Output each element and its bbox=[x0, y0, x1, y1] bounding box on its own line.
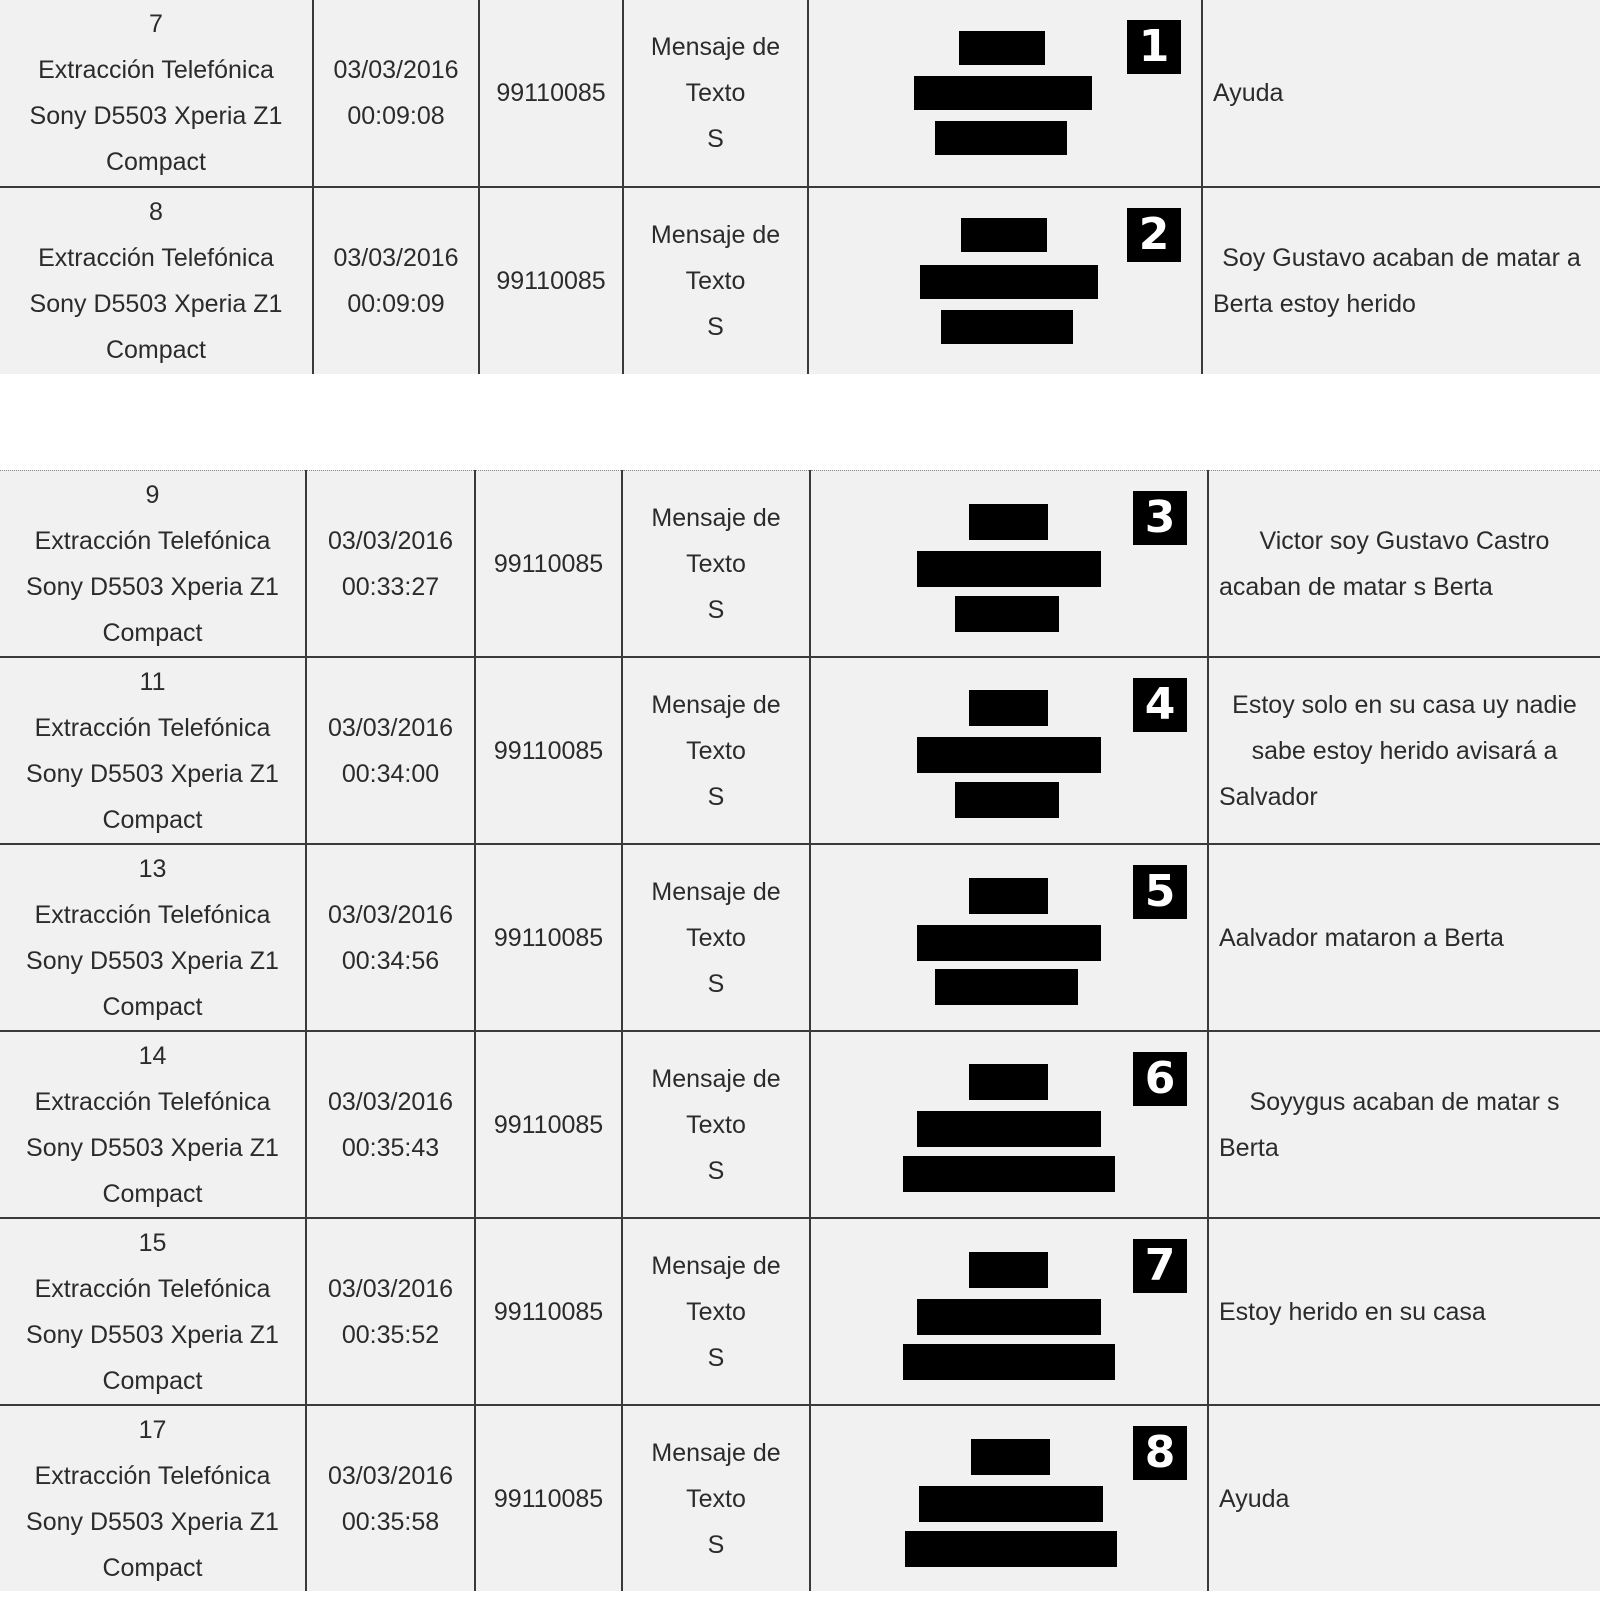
type-line-2: Texto bbox=[686, 736, 746, 765]
type-line-2: Texto bbox=[685, 267, 746, 295]
record-device: Sony D5503 Xperia Z1 bbox=[26, 946, 279, 975]
record-model: Compact bbox=[105, 336, 207, 364]
redaction-bar bbox=[917, 737, 1101, 773]
record-date: 03/03/2016 bbox=[327, 526, 454, 555]
redaction-bar bbox=[941, 310, 1073, 344]
record-cell bbox=[0, 187, 313, 374]
datetime-cell bbox=[306, 471, 475, 658]
table-row bbox=[0, 0, 1600, 187]
record-date: 03/03/2016 bbox=[327, 900, 454, 929]
table-row bbox=[0, 657, 1600, 844]
type-line-1: Mensaje de bbox=[651, 1064, 781, 1093]
record-model: Compact bbox=[102, 1366, 203, 1395]
redacted-cell bbox=[810, 844, 1208, 1031]
redaction-bar bbox=[914, 76, 1092, 110]
record-cell bbox=[0, 1405, 306, 1591]
number-badge: 2 bbox=[1127, 208, 1181, 262]
type-cell bbox=[622, 1405, 810, 1591]
redaction-bar bbox=[955, 596, 1059, 632]
message-cell: Ayuda bbox=[1219, 1484, 1290, 1513]
redacted-cell bbox=[810, 657, 1208, 844]
type-line-3: S bbox=[707, 1156, 725, 1185]
redaction-bar bbox=[917, 925, 1101, 961]
redacted-cell bbox=[810, 1405, 1208, 1591]
phone-number-cell: 99110085 bbox=[475, 1031, 622, 1218]
redaction-bar bbox=[935, 121, 1067, 155]
phone-number-cell: 99110085 bbox=[475, 1218, 622, 1405]
record-number: 7 bbox=[149, 10, 163, 38]
table-row bbox=[0, 1031, 1600, 1218]
message-cell: Ayuda bbox=[1202, 0, 1600, 187]
record-time: 00:33:27 bbox=[341, 572, 440, 601]
number-badge: 6 bbox=[1133, 1052, 1187, 1106]
type-line-3: S bbox=[707, 1530, 725, 1559]
phone-number-cell: 99110085 bbox=[475, 657, 622, 844]
record-source: Extracción Telefónica bbox=[34, 900, 271, 929]
datetime-cell bbox=[313, 187, 479, 374]
redaction-bar bbox=[969, 504, 1048, 540]
type-line-3: S bbox=[707, 1343, 725, 1372]
record-time: 00:34:00 bbox=[341, 759, 440, 788]
type-line-3: S bbox=[707, 125, 724, 153]
type-cell bbox=[623, 0, 808, 187]
type-cell bbox=[622, 1031, 810, 1218]
record-source: Extracción Telefónica bbox=[34, 526, 271, 555]
redaction-bar bbox=[969, 1064, 1048, 1100]
type-cell bbox=[623, 187, 808, 374]
record-cell bbox=[0, 844, 306, 1031]
record-model: Compact bbox=[102, 805, 203, 834]
message-cell: Estoy solo en su casa uy nadie sabe estoy herido avisará a Salvador bbox=[1208, 657, 1600, 844]
table-row bbox=[0, 1218, 1600, 1405]
redacted-cell bbox=[810, 1031, 1208, 1218]
redaction-bar bbox=[920, 265, 1098, 299]
type-line-2: Texto bbox=[686, 1297, 746, 1326]
record-model: Compact bbox=[102, 618, 203, 647]
number-badge: 1 bbox=[1127, 20, 1181, 74]
redacted-cell bbox=[808, 0, 1202, 187]
type-line-1: Mensaje de bbox=[651, 690, 781, 719]
record-model: Compact bbox=[105, 148, 207, 176]
record-time: 00:09:08 bbox=[347, 102, 445, 130]
record-time: 00:34:56 bbox=[341, 946, 440, 975]
type-line-2: Texto bbox=[686, 1110, 746, 1139]
redaction-bar bbox=[917, 1299, 1101, 1335]
record-date: 03/03/2016 bbox=[327, 1461, 454, 1490]
redaction-bar bbox=[917, 1111, 1101, 1147]
message-cell: Estoy herido en su casa bbox=[1208, 1218, 1600, 1405]
number-badge: 8 bbox=[1133, 1426, 1187, 1480]
record-device: Sony D5503 Xperia Z1 bbox=[26, 1133, 279, 1162]
datetime-cell bbox=[306, 1031, 475, 1218]
message-table-bottom bbox=[0, 470, 1600, 1591]
record-date: 03/03/2016 bbox=[327, 1087, 454, 1116]
message-cell: Victor soy Gustavo Castro acaban de matar s Berta bbox=[1208, 471, 1600, 658]
type-line-3: S bbox=[707, 969, 725, 998]
type-line-2: Texto bbox=[685, 79, 746, 107]
record-device: Sony D5503 Xperia Z1 bbox=[26, 1320, 279, 1349]
type-cell bbox=[622, 1218, 810, 1405]
record-cell bbox=[0, 657, 306, 844]
record-time: 00:35:52 bbox=[341, 1320, 440, 1349]
redacted-cell bbox=[810, 471, 1208, 658]
type-line-2: Texto bbox=[686, 549, 746, 578]
datetime-cell bbox=[306, 657, 475, 844]
record-date: 03/03/2016 bbox=[333, 244, 459, 272]
datetime-cell bbox=[313, 0, 479, 187]
type-line-2: Texto bbox=[686, 923, 746, 952]
record-number: 8 bbox=[149, 198, 163, 226]
record-time: 00:35:43 bbox=[341, 1133, 440, 1162]
type-line-1: Mensaje de bbox=[651, 1251, 781, 1280]
type-line-2: Texto bbox=[686, 1484, 746, 1513]
number-badge: 5 bbox=[1133, 865, 1187, 919]
datetime-cell bbox=[306, 1405, 475, 1591]
type-line-1: Mensaje de bbox=[651, 1438, 781, 1467]
record-model: Compact bbox=[102, 1179, 203, 1208]
record-source: Extracción Telefónica bbox=[34, 1087, 271, 1116]
record-device: Sony D5503 Xperia Z1 bbox=[29, 102, 283, 130]
record-model: Compact bbox=[102, 992, 203, 1021]
redaction-bar bbox=[955, 782, 1059, 818]
redaction-bar bbox=[905, 1531, 1117, 1567]
type-line-1: Mensaje de bbox=[651, 503, 781, 532]
datetime-cell bbox=[306, 844, 475, 1031]
type-cell bbox=[622, 844, 810, 1031]
record-number: 17 bbox=[138, 1415, 167, 1444]
redaction-bar bbox=[969, 690, 1048, 726]
message-cell: Aalvador mataron a Berta bbox=[1208, 844, 1600, 1031]
table-row bbox=[0, 1405, 1600, 1591]
type-line-1: Mensaje de bbox=[650, 221, 781, 249]
record-date: 03/03/2016 bbox=[327, 1274, 454, 1303]
type-cell bbox=[622, 657, 810, 844]
table-row bbox=[0, 844, 1600, 1031]
record-date: 03/03/2016 bbox=[333, 56, 459, 84]
record-number: 14 bbox=[138, 1041, 167, 1070]
record-source: Extracción Telefónica bbox=[34, 1274, 271, 1303]
message-table-top bbox=[0, 0, 1600, 374]
redaction-bar bbox=[959, 31, 1045, 65]
record-cell bbox=[0, 0, 313, 187]
record-number: 9 bbox=[145, 480, 160, 509]
datetime-cell bbox=[306, 1218, 475, 1405]
redaction-bar bbox=[917, 551, 1101, 587]
redacted-cell bbox=[810, 1218, 1208, 1405]
redacted-cell bbox=[808, 187, 1202, 374]
number-badge: 7 bbox=[1133, 1239, 1187, 1293]
record-time: 00:09:09 bbox=[347, 290, 445, 318]
record-date: 03/03/2016 bbox=[327, 713, 454, 742]
record-device: Sony D5503 Xperia Z1 bbox=[26, 1507, 279, 1536]
redaction-bar bbox=[961, 218, 1047, 252]
phone-number-cell: 99110085 bbox=[475, 1405, 622, 1591]
type-line-3: S bbox=[707, 595, 725, 624]
record-source: Extracción Telefónica bbox=[38, 56, 274, 84]
type-line-3: S bbox=[707, 782, 725, 811]
number-badge: 3 bbox=[1133, 491, 1187, 545]
table-row bbox=[0, 471, 1600, 658]
record-cell bbox=[0, 471, 306, 658]
record-device: Sony D5503 Xperia Z1 bbox=[26, 759, 279, 788]
message-cell: Soy Gustavo acaban de matar a Berta estoy herido bbox=[1213, 244, 1581, 318]
redaction-bar bbox=[903, 1344, 1115, 1380]
record-time: 00:35:58 bbox=[341, 1507, 440, 1536]
type-line-3: S bbox=[707, 313, 724, 341]
record-source: Extracción Telefónica bbox=[34, 713, 271, 742]
phone-number-cell: 99110085 bbox=[475, 471, 622, 658]
number-badge: 4 bbox=[1133, 678, 1187, 732]
record-cell bbox=[0, 1031, 306, 1218]
record-model: Compact bbox=[102, 1553, 203, 1582]
redaction-bar bbox=[919, 1486, 1103, 1522]
record-source: Extracción Telefónica bbox=[38, 244, 274, 272]
phone-number-cell: 99110085 bbox=[479, 0, 623, 187]
phone-number-cell: 99110085 bbox=[479, 187, 623, 374]
redaction-bar bbox=[903, 1156, 1115, 1192]
message-cell: Soyygus acaban de matar s Berta bbox=[1208, 1031, 1600, 1218]
redaction-bar bbox=[969, 878, 1048, 914]
redaction-bar bbox=[969, 1252, 1048, 1288]
type-line-1: Mensaje de bbox=[650, 33, 781, 61]
table-row bbox=[0, 187, 1600, 374]
type-cell bbox=[622, 471, 810, 658]
redaction-bar bbox=[971, 1439, 1050, 1475]
redaction-bar bbox=[935, 969, 1078, 1005]
phone-number-cell: 99110085 bbox=[475, 844, 622, 1031]
record-number: 13 bbox=[138, 854, 167, 883]
record-device: Sony D5503 Xperia Z1 bbox=[29, 290, 283, 318]
record-number: 11 bbox=[139, 667, 166, 696]
record-device: Sony D5503 Xperia Z1 bbox=[26, 572, 279, 601]
record-source: Extracción Telefónica bbox=[34, 1461, 271, 1490]
type-line-1: Mensaje de bbox=[651, 877, 781, 906]
record-cell bbox=[0, 1218, 306, 1405]
record-number: 15 bbox=[138, 1228, 167, 1257]
